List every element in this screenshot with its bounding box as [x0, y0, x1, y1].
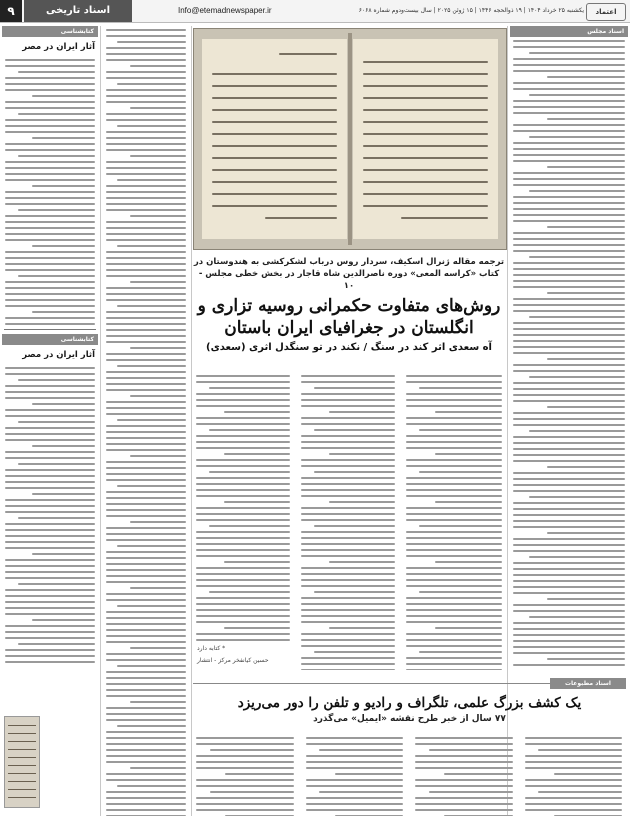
article-body-col-1: [193, 372, 293, 670]
section-title: اسناد تاریخی: [24, 0, 132, 22]
manuscript-left-page: [202, 39, 347, 239]
page-header: [0, 0, 630, 23]
sidebar-divider: [4, 329, 96, 330]
contact-email[interactable]: Info@etemadnewspaper.ir: [178, 6, 272, 15]
sidebar-tag: کتابشناسی: [2, 26, 98, 37]
newspaper-logo: اعتماد: [586, 3, 626, 21]
text-column-2: [103, 26, 189, 816]
page-number: ۹: [0, 0, 22, 22]
bottom-story-band: [193, 678, 626, 692]
bottom-story-headline: [193, 694, 626, 725]
left-sidebar: [2, 26, 98, 816]
column-rule: [100, 26, 101, 816]
main-article-headline: [193, 256, 505, 368]
right-sidebar-tag: اسناد مجلس: [510, 26, 628, 37]
column-rule: [191, 26, 192, 816]
article-kicker: ترجمه مقاله ژنرال اسکیف، سردار روس درباب لشکرکشی به هندوستان در کتاب «کراسه المعی» دوره ناصرالدین شاه قاجار در بخش خطی مجلس - ۱۰: [193, 257, 505, 291]
column-2-text: [103, 26, 189, 816]
sidebar-body-text: [2, 56, 98, 325]
article-title: روش‌های متفاوت حکمرانی روسیه تزاری و انگلستان در جغرافیای ایران باستان: [197, 296, 501, 338]
manuscript-spine: [348, 33, 352, 245]
sidebar-article-title: آثار ایران در مصر: [22, 42, 95, 52]
article-subtitle: آه سعدی اثر کند در سنگ / نکند در تو سنگدل اثری (سعدی): [206, 342, 492, 353]
author-note: * کتابه دارد: [197, 645, 226, 652]
manuscript-right-page: [353, 39, 498, 239]
issue-dateline: یکشنبه ۲۵ خرداد ۱۴۰۴ | ۱۹ ذوالحجه ۱۴۴۶ | ۱۵ ژوئن ۲۰۲۵ | سال بیست‌ودوم شماره ۶۰۶۸: [358, 7, 584, 14]
sidebar-article-title-2: آثار ایران در مصر: [22, 350, 95, 360]
bottom-story-tag: اسناد مطبوعات: [550, 678, 626, 689]
manuscript-photo: [193, 28, 507, 250]
sidebar-tag-2: کتابشناسی: [2, 334, 98, 345]
article-body-col-3: [403, 372, 505, 670]
newspaper-clipping-image: [4, 716, 40, 808]
bottom-story-title: یک کشف بزرگ علمی، تلگراف و رادیو و تلفن را دور می‌ریزد: [237, 695, 582, 711]
bottom-story-body: [193, 734, 625, 816]
article-body-col-2: [298, 372, 398, 670]
author-credit: حسین کیانفخر مرکز - انتشار: [197, 657, 269, 664]
right-sidebar-text: [510, 37, 628, 670]
sidebar-body-text-2: [2, 364, 98, 663]
right-sidebar: [510, 26, 628, 670]
bottom-story-subtitle: ۷۷ سال از خبر طرح نقشه «ایمیل» می‌گذرد: [313, 714, 506, 724]
